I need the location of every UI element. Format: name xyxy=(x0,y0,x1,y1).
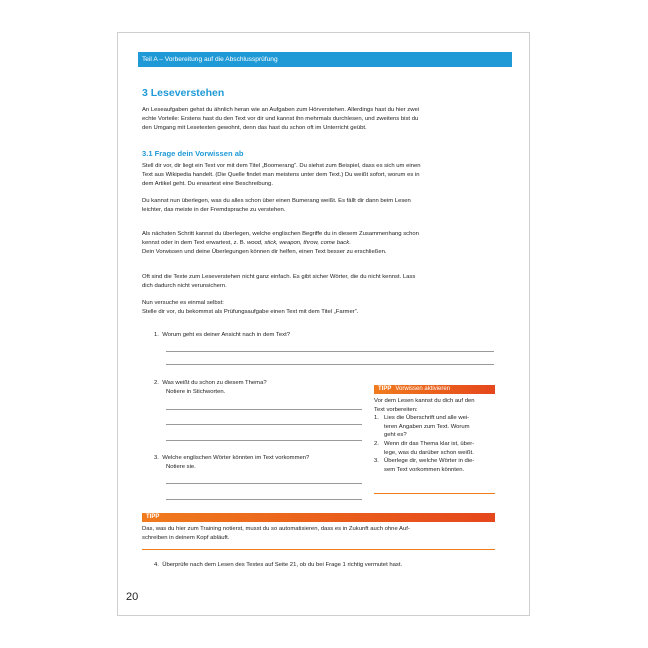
question-3 xyxy=(154,454,309,471)
document-page xyxy=(117,32,530,616)
text-line: Lies die Überschrift und alle wei- xyxy=(384,415,470,422)
answer-line[interactable] xyxy=(166,440,362,441)
text-span: kennst oder in dem Text erwartest, z. B. xyxy=(142,240,247,247)
text-line: Text aus Wikipedia handelt. (Die Quelle findet man meistens unter dem Text.) Du weißt sofort, worum es in xyxy=(142,172,420,179)
paragraph-3 xyxy=(142,230,419,258)
answer-line[interactable] xyxy=(166,483,362,484)
text-line: Als nächsten Schritt kannst du überlegen, welche englischen Begriffe du in diesem Zusammenhang schon xyxy=(142,231,419,237)
tip-label: TIPP xyxy=(378,386,392,392)
text-line: Vor dem Lesen kannst du dich auf den xyxy=(374,398,475,404)
page-number: 20 xyxy=(126,591,139,603)
question-2 xyxy=(154,379,267,396)
question-text: Überprüfe nach dem Lesen des Textes auf Seite 21, ob du bei Frage 1 richtig vermutet hast. xyxy=(162,562,403,568)
text-line: echte Vorteile: Erstens hast du den Text vor dir und kannst ihn mehrmals durchlesen, und zweitens bist du xyxy=(142,116,419,123)
question-number: 2. xyxy=(154,380,159,386)
question-1 xyxy=(154,331,290,340)
example-words: wood, stick, weapon, throw, come back xyxy=(247,240,350,247)
text-line: sem Text vorkommen könnten. xyxy=(384,466,465,473)
tip-box-content xyxy=(374,397,475,474)
text-line: Wenn dir das Thema klar ist, über- xyxy=(384,440,475,447)
question-text: Worum geht es deiner Ansicht nach in dem Text? xyxy=(162,332,291,338)
text-line: Stelle dir vor, du bekommst als Prüfungsaufgabe einen Text mit dem Titel „Farmer“. xyxy=(142,309,359,316)
text-line: dich dadurch nicht verunsichern. xyxy=(142,283,227,290)
section-title: 3 Leseverstehen xyxy=(142,87,225,99)
tip-wide-header xyxy=(142,513,495,522)
text-line: den Umgang mit Lesetexten gewohnt, denn das hast du schon oft im Unterricht geübt. xyxy=(142,125,367,132)
text-line: Du kannst nun überlegen, was du alles schon über einen Bumerang weißt. Es fällt dir dann beim Lesen xyxy=(142,198,411,204)
question-text: Was weißt du schon zu diesem Thema? xyxy=(162,380,267,386)
tip-item xyxy=(374,440,475,457)
question-text: Welche englischen Wörter könnten im Text vorkommen? xyxy=(162,455,310,461)
tip-title: Vorwissen aktivieren xyxy=(395,386,451,392)
tip-box-rule xyxy=(374,493,495,494)
answer-line[interactable] xyxy=(166,351,494,352)
tip-item-text xyxy=(384,440,474,457)
text-line: Stell dir vor, dir liegt ein Text vor mit dem Titel „Boomerang“. Du siehst zum Beispiel, dass es sich um einen xyxy=(142,163,421,169)
text-line: Text vorbereiten: xyxy=(374,406,418,413)
question-number: 3. xyxy=(154,455,159,461)
text-line: Überlege dir, welche Wörter in die- xyxy=(384,458,475,465)
tip-item-number: 2. xyxy=(374,440,379,447)
question-4 xyxy=(154,561,402,570)
tip-wide-content xyxy=(142,525,410,542)
text-line: leichter, das meiste in der Fremdsprache zu verstehen. xyxy=(142,207,286,214)
text-line: geht es? xyxy=(384,432,407,439)
text-line: lege, was du darüber schon weißt. xyxy=(384,449,474,456)
tip-label: TIPP xyxy=(146,514,160,520)
answer-line[interactable] xyxy=(166,364,494,365)
text-line: Dein Vorwissen und deine Überlegungen können dir helfen, einen Text besser zu erschließen. xyxy=(142,249,387,256)
paragraph-1 xyxy=(142,162,421,190)
text-line: teren Angaben zum Text. Worum xyxy=(384,423,470,430)
header-title: Teil A – Vorbereitung auf die Abschlussprüfung xyxy=(142,56,278,63)
text-line: dem Artikel geht. Du erwartest eine Beschreibung. xyxy=(142,181,273,188)
tip-item-text xyxy=(384,457,474,474)
tip-box-header xyxy=(374,385,495,394)
answer-line[interactable] xyxy=(166,424,362,425)
text-line: Nun versuche es einmal selbst: xyxy=(142,300,224,306)
answer-line[interactable] xyxy=(166,409,362,410)
tip-item-text xyxy=(384,414,470,440)
paragraph-2 xyxy=(142,197,411,215)
header-bar xyxy=(138,52,512,67)
text-span: . xyxy=(349,240,351,247)
text-line: An Leseaufgaben gehst du ähnlich heran wie an Aufgaben zum Hörverstehen. Allerdings hast du hier zwei xyxy=(142,107,420,113)
subsection-title: 3.1 Frage dein Vorwissen ab xyxy=(142,149,244,158)
tip-item xyxy=(374,414,475,440)
paragraph-5 xyxy=(142,299,358,317)
tip-item-number: 3. xyxy=(374,458,379,465)
tip-item xyxy=(374,457,475,474)
intro-paragraph xyxy=(142,106,419,134)
tip-item-number: 1. xyxy=(374,415,379,422)
text-line xyxy=(142,239,419,248)
question-number: 1. xyxy=(154,332,159,338)
answer-line[interactable] xyxy=(166,499,362,500)
text-line: schreiben in deinem Kopf abläuft. xyxy=(142,534,230,541)
question-subtext: Notiere in Stichworten. xyxy=(166,388,226,395)
tip-wide-rule xyxy=(142,549,495,550)
question-subtext: Notiere sie. xyxy=(166,463,196,470)
question-number: 4. xyxy=(154,562,159,568)
text-line: Oft sind die Texte zum Leseverstehen nicht ganz einfach. Es gibt sicher Wörter, die du nicht kennst. Lass xyxy=(142,274,416,280)
text-line: Das, was du hier zum Training notierst, musst du so automatisieren, dass es in Zukunft auch ohne Auf- xyxy=(142,526,410,532)
paragraph-4 xyxy=(142,273,415,291)
